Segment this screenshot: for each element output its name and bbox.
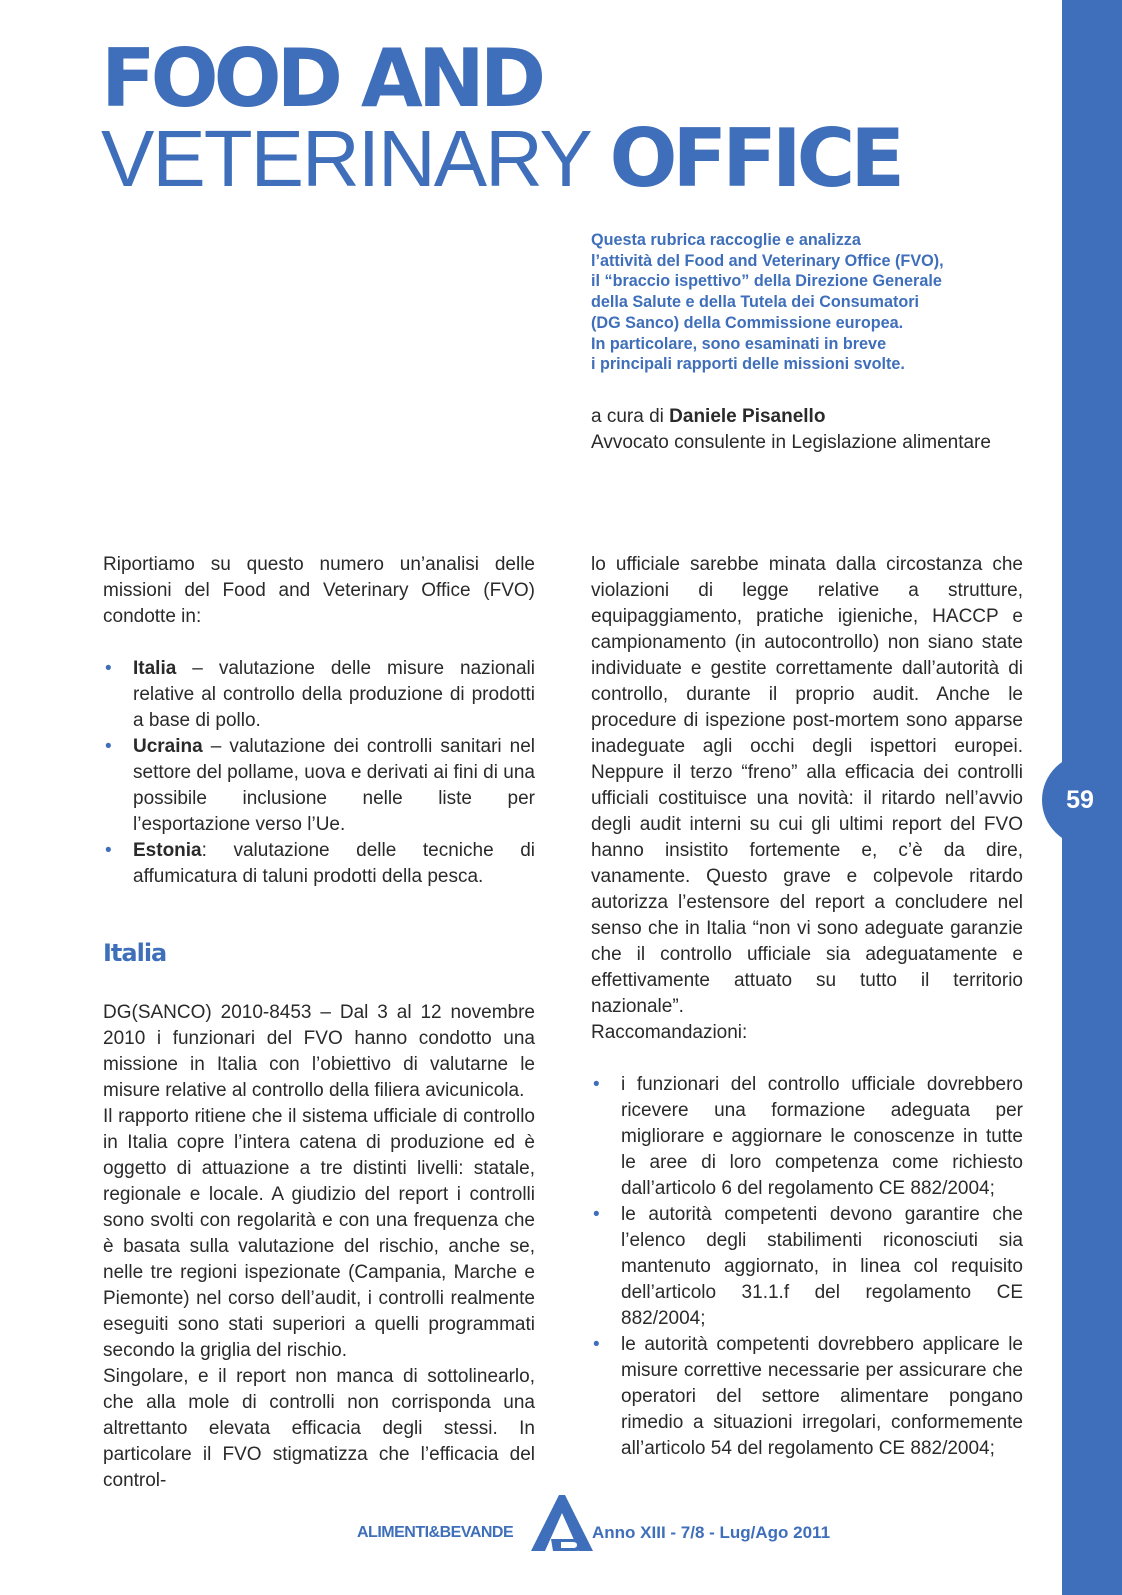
byline-prefix: a cura di bbox=[591, 406, 670, 427]
page-footer bbox=[0, 1495, 1070, 1555]
magazine-name: ALIMENTI&BEVANDE bbox=[357, 1524, 514, 1541]
title-line-2 bbox=[101, 114, 900, 204]
byline-author-line bbox=[591, 404, 1021, 430]
title-office: OFFICE bbox=[609, 112, 900, 205]
intro-line: il “braccio ispettivo” della Direzione Generale bbox=[591, 272, 942, 291]
list-item bbox=[591, 1072, 1023, 1202]
section-heading-italia: Italia bbox=[103, 939, 167, 967]
body-paragraph: lo ufficiale sarebbe minata dalla circostanza che violazioni di legge relative a strutture, equipaggiamento, pratiche igieniche, HACCP e campionamento (in autocontrollo) non siano state individuate e gestite correttamente dall’autorità di controllo, durante il proprio audit. Anche le procedure di ispezione post-mortem sono apparse inadeguate agli occhi degli ispettori europei. Neppure il terzo “freno” alla efficacia dei controlli ufficiali costituisce una novità: il ritardo nell’avvio degli audit interni su cui gli ultimi report del FVO hanno insistito fortemente e, c’è da dire, vanamente. Questo grave e colpevole ritardo autorizza l’estensore del report a concludere nel senso che in Italia “non vi sono adeguate garanzie che il controllo ufficiale sia adeguatamente e effettivamente attuato su tutto il territorio nazionale”. bbox=[591, 554, 1023, 1017]
bullet-dot: • bbox=[105, 840, 112, 861]
recommendation-text: le autorità competenti dovrebbero applicare le misure correttive necessarie per assicurare che operatori del settore alimentare pongano rimedio a situazioni irregolari, conformemente all’articolo 54 del regolamento CE 882/2004; bbox=[621, 1334, 1023, 1459]
bullet-dot: • bbox=[593, 1334, 600, 1355]
page-number-tab bbox=[1042, 754, 1122, 846]
bullet-dot: • bbox=[105, 736, 112, 757]
bullet-dot: • bbox=[593, 1204, 600, 1225]
body-paragraph: Singolare, e il report non manca di sottolinearlo, che alla mole di controlli non corrisponda una altrettanto elevata efficacia degli stessi. In particolare il FVO stigmatizza che l’efficacia del control- bbox=[103, 1366, 535, 1491]
missions-list bbox=[103, 656, 535, 890]
mission-description: – valutazione dei controlli sanitari nel settore del pollame, uova e derivati ai fini di una possibile inclusione nelle liste per l’esportazione verso l’Ue. bbox=[133, 736, 535, 835]
title-line-1: FOOD AND bbox=[101, 32, 542, 125]
page-number: 59 bbox=[1066, 785, 1094, 814]
title-veterinary: VETERINARY bbox=[101, 114, 610, 203]
bullet-dot: • bbox=[105, 658, 112, 679]
right-column bbox=[591, 552, 1023, 1462]
recommendations-list bbox=[591, 1072, 1023, 1462]
list-item bbox=[591, 1202, 1023, 1332]
intro-line: i principali rapporti delle missioni svolte. bbox=[591, 355, 905, 374]
recommendation-text: i funzionari del controllo ufficiale dovrebbero ricevere una formazione adeguata per migliorare e aggiornare le conoscenze in tutte le aree di loro competenza come richiesto dall’articolo 6 del regolamento CE 882/2004; bbox=[621, 1074, 1023, 1199]
left-column bbox=[103, 552, 535, 1494]
body-paragraph: Il rapporto ritiene che il sistema ufficiale di controllo in Italia copre l’intera catena di produzione ed è oggetto di attuazione a tre distinti livelli: statale, regionale e locale. A giudizio del report i controlli sono svolti con regolarità e con una frequenza che è basata sulla valutazione del rischio, anche se, nelle tre regioni ispezionate (Campania, Marche e Piemonte) nel corso dell’audit, i controlli realmente eseguiti sono stati superiori a quelli programmati secondo la griglia del rischio. bbox=[103, 1106, 535, 1361]
recommendations-label: Raccomandazioni: bbox=[591, 1022, 748, 1043]
list-item bbox=[591, 1332, 1023, 1462]
author-name: Daniele Pisanello bbox=[669, 406, 826, 427]
intro-line: della Salute e della Tutela dei Consumatori bbox=[591, 293, 920, 312]
byline bbox=[591, 404, 1021, 456]
issue-info: Anno XIII - 7/8 - Lug/Ago 2011 bbox=[592, 1523, 831, 1542]
mission-description: – valutazione delle misure nazionali relative al controllo della produzione di prodotti a base di pollo. bbox=[133, 658, 535, 731]
intro-paragraph: Riportiamo su questo numero un’analisi delle missioni del Food and Veterinary Office (FVO) condotte in: bbox=[103, 554, 535, 627]
list-item bbox=[103, 656, 535, 734]
magazine-logo-icon bbox=[531, 1495, 593, 1551]
country-name: Italia bbox=[133, 658, 177, 679]
bullet-dot: • bbox=[593, 1074, 600, 1095]
recommendation-text: le autorità competenti devono garantire che l’elenco degli stabilimenti riconosciuti sia mantenuto aggiornato, in linea col requisito dell’articolo 31.1.f del regolamento CE 882/2004; bbox=[621, 1204, 1023, 1329]
column-intro bbox=[591, 230, 1011, 375]
body-paragraph: DG(SANCO) 2010-8453 – Dal 3 al 12 novembre 2010 i funzionari del FVO hanno condotto una missione in Italia con l’obiettivo di valutarne le misure relative al controllo della filiera avicunicola. bbox=[103, 1002, 535, 1101]
intro-line: In particolare, sono esaminati in breve bbox=[591, 334, 887, 353]
country-name: Estonia bbox=[133, 840, 202, 861]
mission-description: : valutazione delle tecniche di affumicatura di taluni prodotti della pesca. bbox=[133, 840, 535, 887]
intro-line: l’attività del Food and Veterinary Office (FVO), bbox=[591, 251, 944, 270]
intro-line: Questa rubrica raccoglie e analizza bbox=[591, 231, 861, 249]
country-name: Ucraina bbox=[133, 736, 203, 757]
list-item bbox=[103, 734, 535, 838]
list-item bbox=[103, 838, 535, 890]
intro-line: (DG Sanco) della Commissione europea. bbox=[591, 313, 904, 332]
author-role: Avvocato consulente in Legislazione alimentare bbox=[591, 432, 991, 453]
